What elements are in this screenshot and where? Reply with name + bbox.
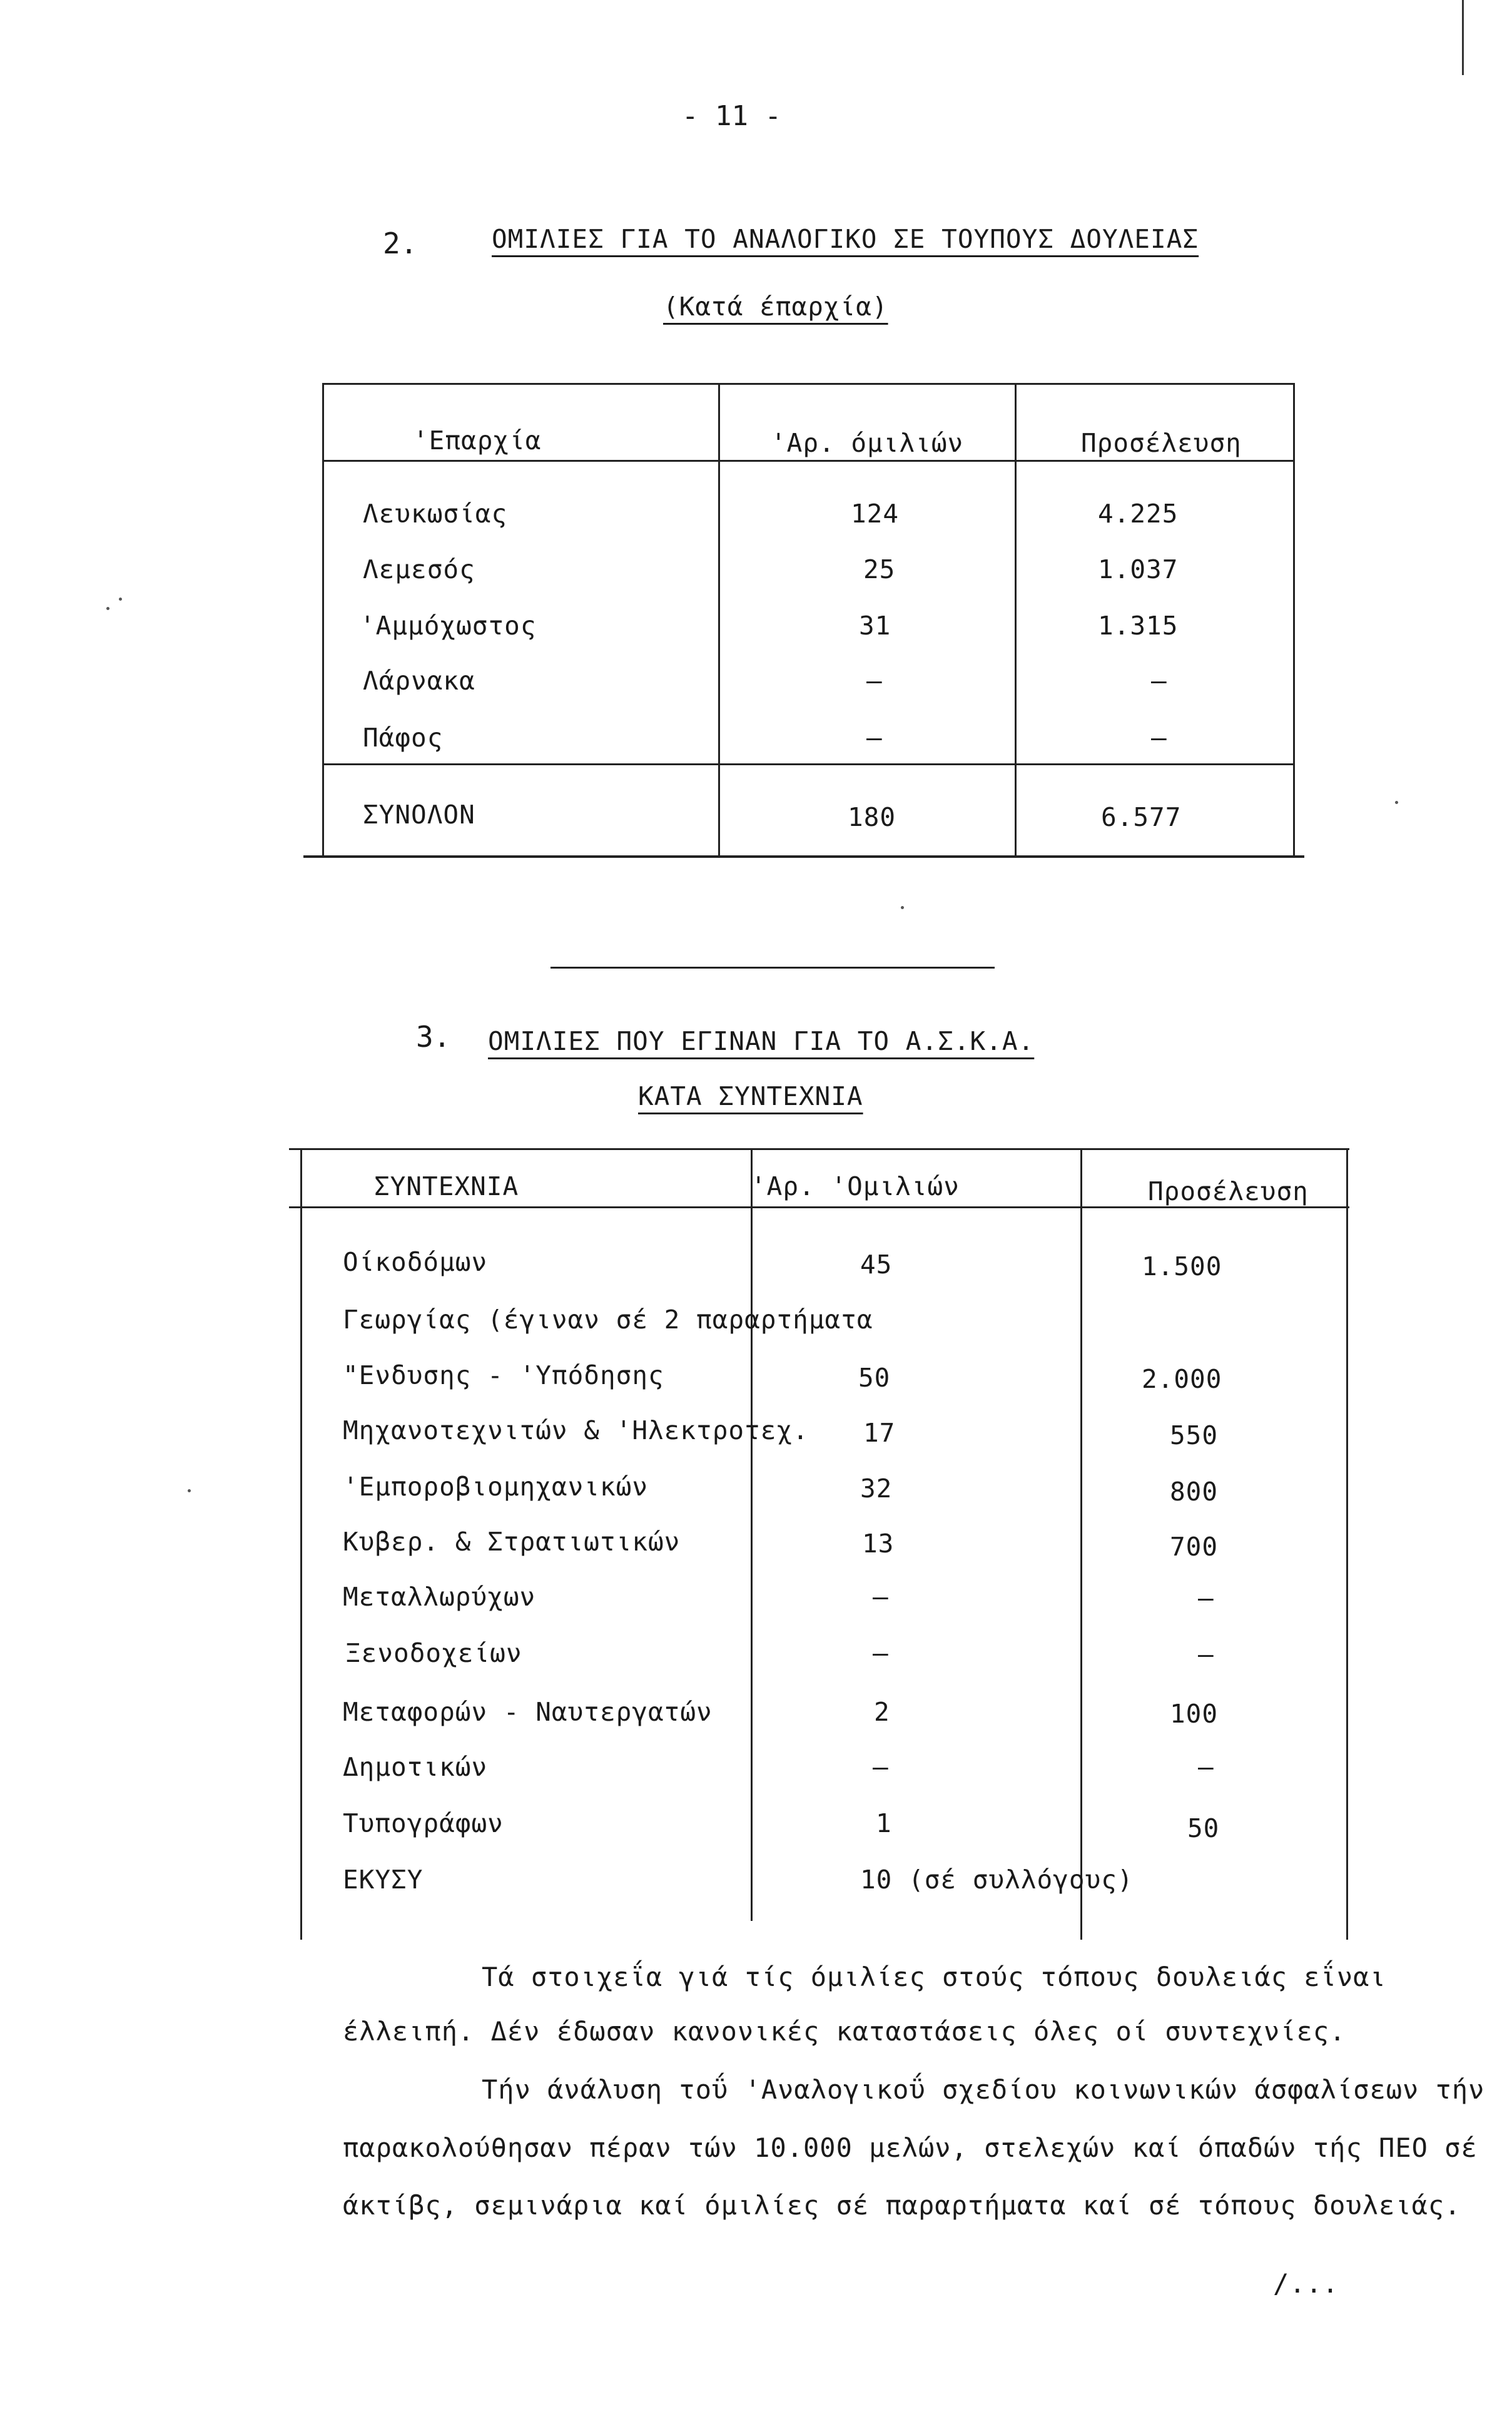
continuation-mark: /... xyxy=(1273,2268,1339,2299)
row-count: 10 (σέ συλλόγους) xyxy=(860,1865,1134,1895)
paragraph-line: άκτίβς, σεμινάρια καί όμιλίες σέ παραρτήματα καί σέ τόπους δουλειάς. xyxy=(343,2190,1461,2221)
table-bottom-rule xyxy=(303,855,1304,858)
table-top-rule xyxy=(322,383,1295,385)
scan-speck xyxy=(1395,801,1398,804)
scan-speck xyxy=(119,598,122,601)
row-label: Οίκοδόμων xyxy=(343,1247,488,1277)
row-count: 1 xyxy=(876,1808,892,1838)
paragraph-line: Τήν άνάλυση τοΰ 'Αναλογικοΰ σχεδίου κοινωνικών άσφαλίσεων τήν xyxy=(482,2074,1485,2105)
row-attendance: 100 xyxy=(1170,1699,1219,1729)
row-count: 50 xyxy=(858,1363,891,1393)
paragraph-line: έλλειπή. Δέν έδωσαν κανονικές καταστάσεις όλες οί συντεχνίες. xyxy=(343,2016,1346,2047)
page-number: - 11 - xyxy=(682,100,781,132)
row-label: 'Εμποροβιομηχανικών xyxy=(343,1472,648,1502)
section-3-title: ΟΜΙΛΙΕΣ ΠΟΥ ΕΓΙΝΑΝ ΓΙΑ ΤΟ Α.Σ.Κ.Α. xyxy=(488,1026,1035,1056)
total-count: 180 xyxy=(848,802,896,832)
row-count: 31 xyxy=(859,611,891,641)
row-attendance: 1.500 xyxy=(1142,1251,1222,1281)
table-header-omilies: 'Αρ. 'Ομιλιών xyxy=(751,1171,960,1201)
total-label: ΣΥΝΟΛΟΝ xyxy=(363,800,475,830)
row-label: ΕΚΥΣΥ xyxy=(343,1865,424,1895)
row-label: Μεταλλωρύχων xyxy=(343,1582,536,1612)
row-count: 25 xyxy=(863,554,896,584)
row-count: – xyxy=(866,723,883,753)
table-col-rule-1 xyxy=(718,383,720,855)
row-attendance: – xyxy=(1151,723,1167,753)
table-header-syntexnia: ΣΥΝΤΕΧΝΙΑ xyxy=(374,1171,519,1201)
section-3-number: 3. xyxy=(416,1020,451,1054)
row-label: Λάρνακα xyxy=(363,666,475,696)
row-count: – xyxy=(873,1638,889,1668)
table-left-rule xyxy=(322,383,324,855)
paragraph-line: παρακολούθησαν πέραν τών 10.000 μελών, στελεχών καί όπαδών τής ΠΕΟ σέ xyxy=(343,2132,1478,2163)
table-header-omilies: 'Αρ. όμιλιών xyxy=(771,428,964,458)
row-label: Μεταφορών - Ναυτεργατών xyxy=(343,1697,713,1727)
scan-edge-mark xyxy=(1462,0,1464,75)
table-left-rule xyxy=(300,1148,302,1940)
table-header-proselefsi: Προσέλευση xyxy=(1081,428,1242,458)
row-count: – xyxy=(866,666,883,696)
row-attendance: 550 xyxy=(1170,1420,1219,1450)
table-right-rule xyxy=(1346,1148,1348,1940)
scan-speck xyxy=(106,607,109,610)
row-attendance: 1.315 xyxy=(1098,611,1179,641)
row-label: Τυπογράφων xyxy=(343,1808,504,1838)
total-attendance: 6.577 xyxy=(1101,802,1182,832)
section-3-subtitle: ΚΑΤΑ ΣΥΝΤΕΧΝΙΑ xyxy=(638,1081,863,1111)
row-label: Λευκωσίας xyxy=(363,499,508,529)
row-label: Δημοτικών xyxy=(343,1752,488,1782)
row-count: 17 xyxy=(863,1418,896,1448)
table-col-rule-2 xyxy=(1015,383,1017,855)
row-attendance: 700 xyxy=(1170,1532,1219,1562)
row-attendance: – xyxy=(1151,666,1167,696)
row-label: Λεμεσός xyxy=(363,554,475,584)
row-label: Μηχανοτεχνιτών & 'Ηλεκτροτεχ. xyxy=(343,1415,809,1445)
row-attendance: – xyxy=(1198,1752,1214,1782)
table-col-rule-2 xyxy=(1080,1148,1082,1940)
section-2-number: 2. xyxy=(383,227,418,260)
scan-speck xyxy=(188,1489,191,1492)
table-header-proselefsi: Προσέλευση xyxy=(1148,1176,1309,1206)
row-count: 32 xyxy=(860,1474,893,1504)
row-count: 124 xyxy=(851,499,900,529)
scan-speck xyxy=(901,906,904,909)
table-header-rule xyxy=(289,1206,1349,1208)
section-2-title: ΟΜΙΛΙΕΣ ΓΙΑ ΤΟ ΑΝΑΛΟΓΙΚΟ ΣΕ ΤΟΥΠΟΥΣ ΔΟΥΛΕΙΑΣ xyxy=(492,224,1199,254)
table-header-rule xyxy=(322,460,1295,462)
row-attendance: – xyxy=(1198,1583,1214,1613)
paragraph-line: Τά στοιχεΐα γιά τίς όμιλίες στούς τόπους δουλειάς εΐναι xyxy=(482,1962,1386,1992)
row-attendance: 1.037 xyxy=(1098,554,1179,584)
row-attendance: 4.225 xyxy=(1098,499,1179,529)
separator-line xyxy=(551,967,995,969)
table-top-rule xyxy=(289,1148,1349,1150)
row-count: – xyxy=(873,1582,889,1612)
row-label: Πάφος xyxy=(363,723,444,753)
row-attendance: 50 xyxy=(1187,1813,1220,1843)
row-label: Ξενοδοχείων xyxy=(345,1638,522,1668)
row-attendance: – xyxy=(1198,1639,1214,1669)
row-count: – xyxy=(873,1752,889,1782)
row-count: 2 xyxy=(874,1697,890,1727)
table-col-rule-1 xyxy=(751,1148,753,1921)
row-label: Γεωργίας (έγιναν σέ 2 παραρτήματα xyxy=(343,1305,873,1335)
table-total-rule xyxy=(322,763,1295,765)
row-label: "Ενδυσης - 'Υπόδησης xyxy=(343,1360,664,1390)
table-right-rule xyxy=(1293,383,1295,855)
row-count: 13 xyxy=(862,1529,895,1559)
row-attendance: 2.000 xyxy=(1142,1364,1222,1394)
row-label: Κυβερ. & Στρατιωτικών xyxy=(343,1527,681,1557)
row-label: 'Αμμόχωστος xyxy=(360,611,537,641)
table-header-eparchia: 'Επαρχία xyxy=(413,425,542,456)
section-2-subtitle: (Κατά έπαρχία) xyxy=(663,292,888,322)
row-attendance: 800 xyxy=(1170,1477,1219,1507)
row-count: 45 xyxy=(860,1250,893,1280)
